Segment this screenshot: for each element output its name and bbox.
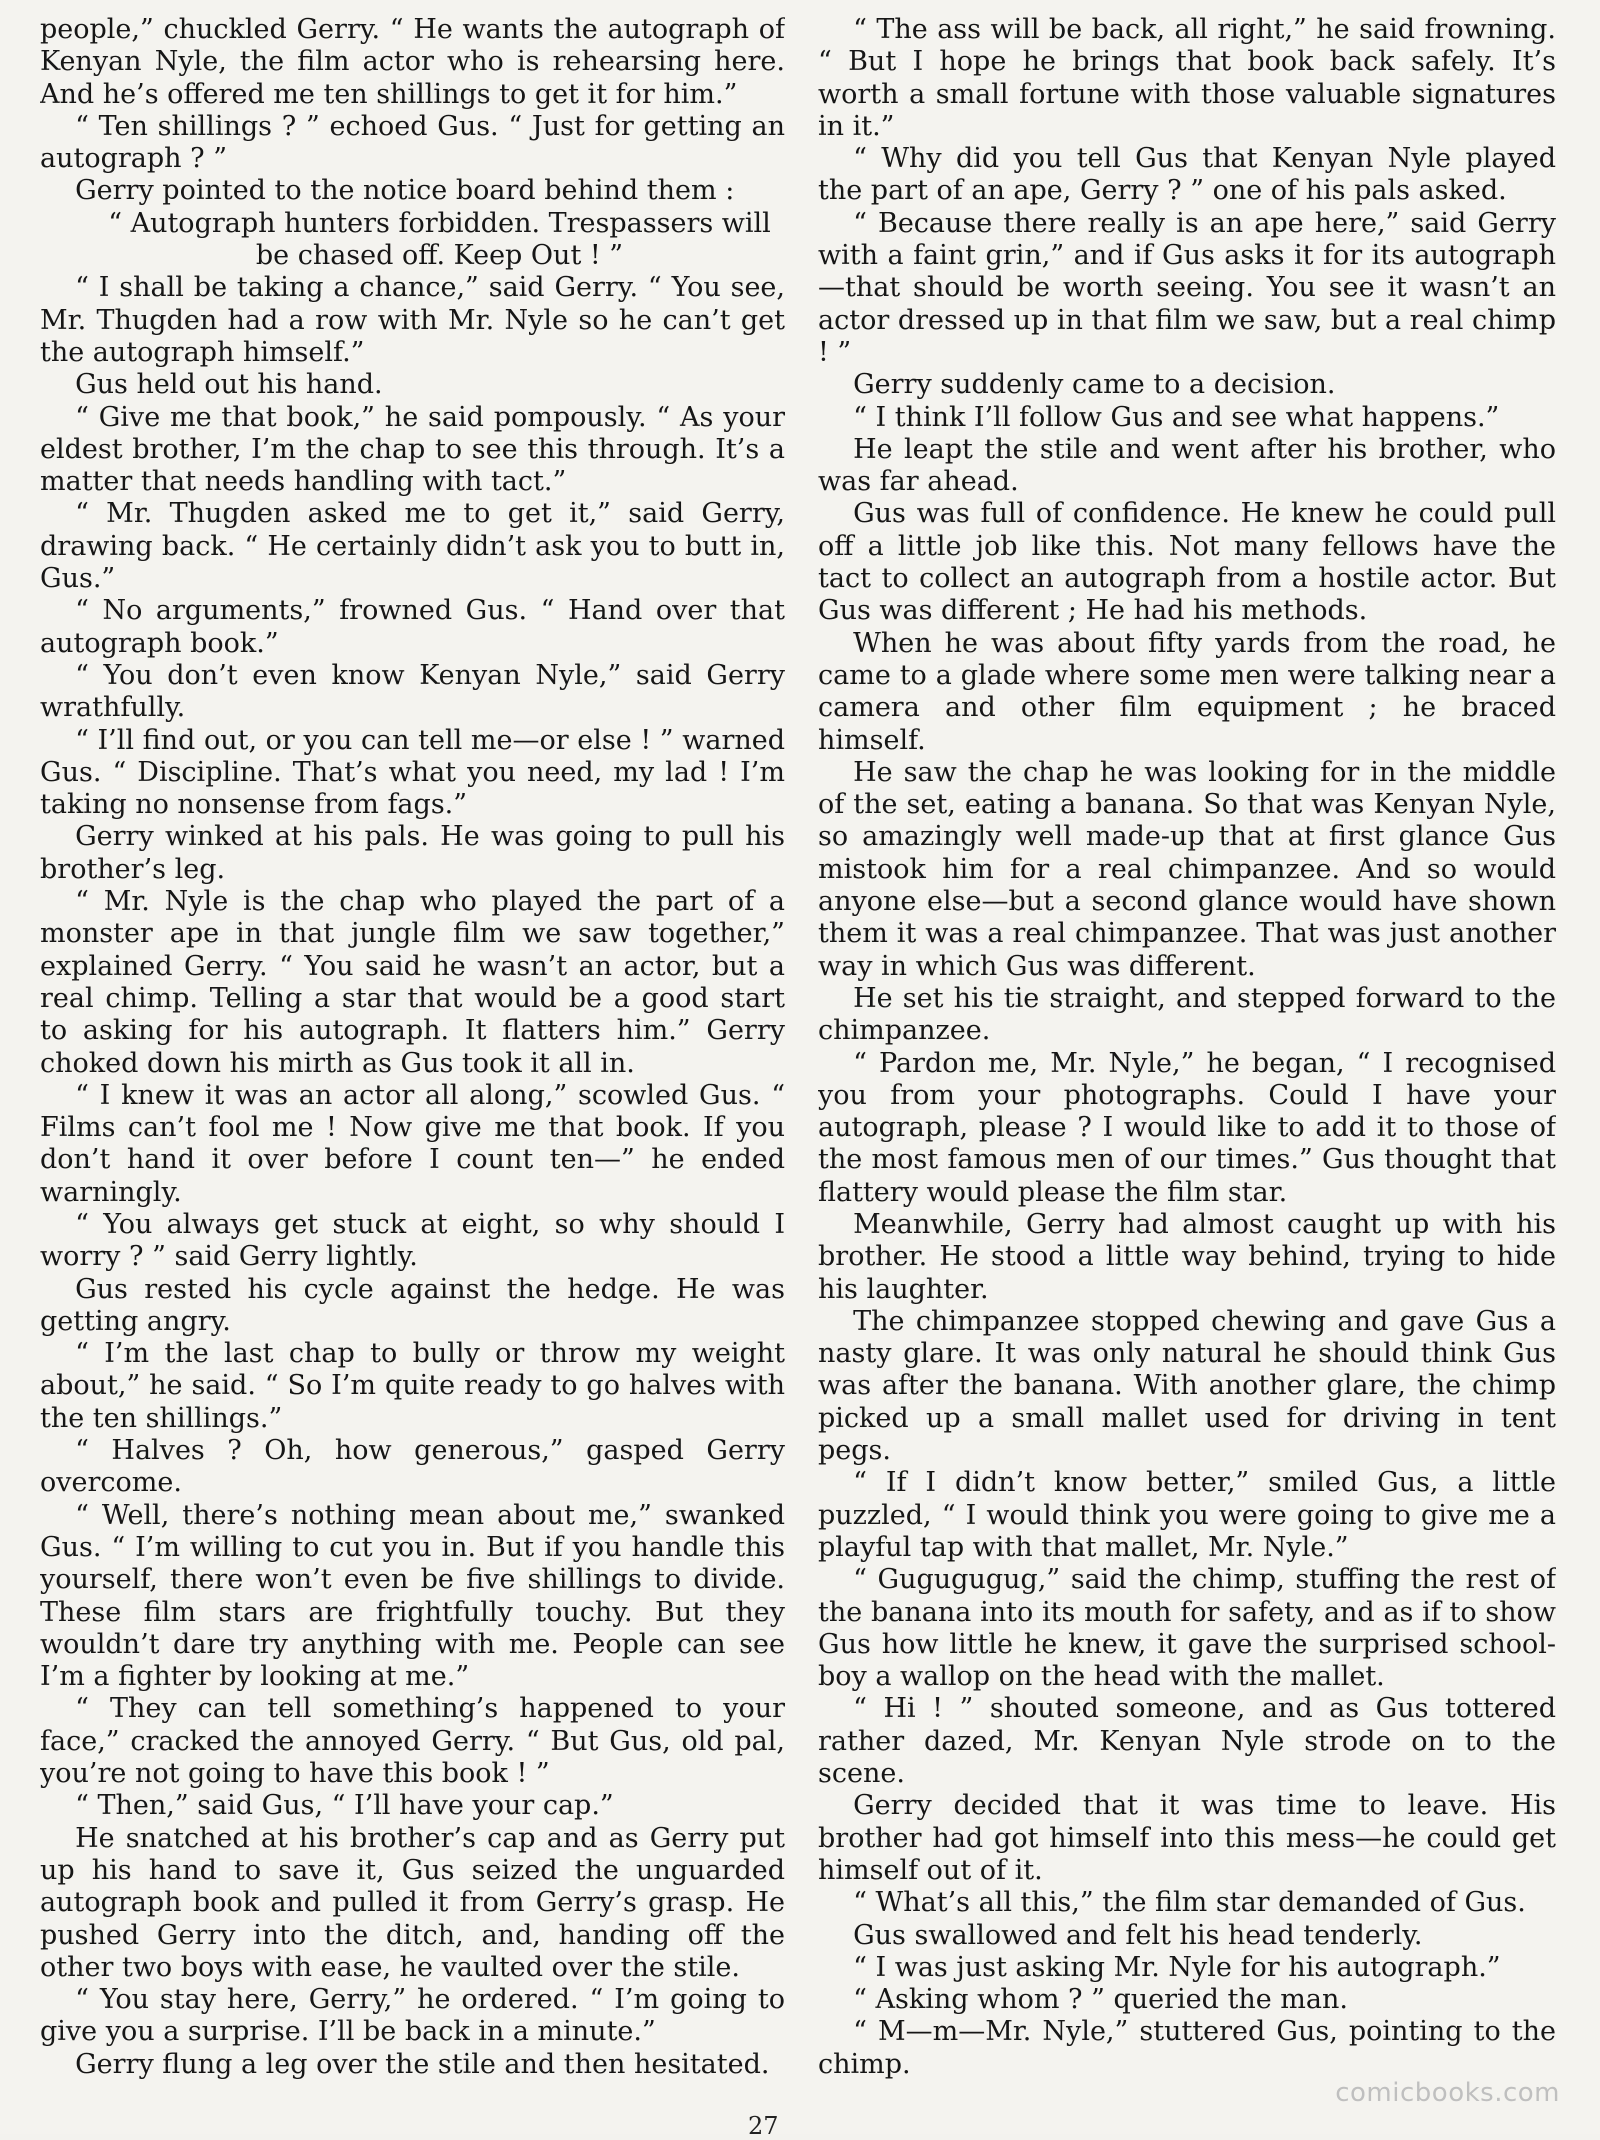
paragraph: Gerry winked at his pals. He was going to pull his brother’s leg. xyxy=(40,821,785,885)
page-number: 27 xyxy=(748,2112,779,2140)
paragraph: “ You stay here, Gerry,” he ordered. “ I’m going to give you a surprise. I’ll be back in a minute.” xyxy=(40,1984,785,2048)
paragraph: “ If I didn’t know better,” smiled Gus, a little puzzled, “ I would think you were going to give me a playful tap with that mallet, Mr. Nyle.” xyxy=(818,1467,1556,1563)
paragraph: “ Hi ! ” shouted someone, and as Gus tottered rather dazed, Mr. Kenyan Nyle strode on to the scene. xyxy=(818,1693,1556,1790)
paragraph: Gerry decided that it was time to leave. His brother had got himself into this mess—he could get himself out of it. xyxy=(818,1790,1556,1886)
text-column-right xyxy=(818,14,1556,2094)
paragraph: “ Asking whom ? ” queried the man. xyxy=(853,1984,1348,2016)
paragraph: “ I think I’ll follow Gus and see what happens.” xyxy=(853,401,1500,433)
paragraph: “ Pardon me, Mr. Nyle,” he began, “ I recognised you from your photographs. Could I have your autograph, please ? I would like to add it to those of the most famous men of our times.” Gus thought that flattery would please the film star. xyxy=(818,1047,1556,1208)
paragraph: “ I shall be taking a chance,” said Gerry. “ You see, Mr. Thugden had a row with Mr. Nyle so he can’t get the autograph himself.” xyxy=(40,272,785,368)
paragraph: “ You don’t even know Kenyan Nyle,” said Gerry wrathfully. xyxy=(40,659,785,724)
paragraph: He saw the chap he was looking for in the middle of the set, eating a banana. So that was Kenyan Nyle, so amazingly well made-up that at first glance Gus mistook him for a real chimpanzee. And so would anyone else—but a second glance would have shown them it was a real chimpanzee. That was just another way in which Gus was different. xyxy=(818,756,1556,982)
paragraph: Gus was full of confidence. He knew he could pull off a little job like this. Not many fellows have the tact to collect an autograph from a hostile actor. But Gus was different ; He had his methods. xyxy=(818,498,1556,627)
paragraph: “ I was just asking Mr. Nyle for his autograph.” xyxy=(853,1951,1501,1983)
paragraph: “ Why did you tell Gus that Kenyan Nyle played the part of an ape, Gerry ? ” one of his pals asked. xyxy=(818,143,1556,207)
paragraph: “ Gugugugug,” said the chimp, stuffing the rest of the banana into its mouth for safety, and as if to show Gus how little he knew, it gave the surprised school-boy a wallop on the head with the mallet. xyxy=(818,1564,1556,1693)
paragraph: “ They can tell something’s happened to your face,” cracked the annoyed Gerry. “ But Gus, old pal, you’re not going to have this book ! ” xyxy=(40,1693,785,1790)
paragraph: Gus swallowed and felt his head tenderly. xyxy=(853,1919,1423,1951)
paragraph: Gerry pointed to the notice board behind them : xyxy=(75,175,735,207)
paragraph: people,” chuckled Gerry. “ He wants the autograph of Kenyan Nyle, the film actor who is rehearsing here. And he’s offered me ten shillings to get it for him.” xyxy=(40,14,785,110)
paragraph: “ I’m the last chap to bully or throw my weight about,” he said. “ So I’m quite ready to go halves with the ten shillings.” xyxy=(40,1338,785,1434)
paragraph: Meanwhile, Gerry had almost caught up with his brother. He stood a little way behind, trying to hide his laughter. xyxy=(818,1208,1556,1305)
paragraph: Gerry suddenly came to a decision. xyxy=(853,369,1336,401)
paragraph: “ You always get stuck at eight, so why should I worry ? ” said Gerry lightly. xyxy=(40,1208,785,1273)
paragraph: “ Halves ? Oh, how generous,” gasped Gerry overcome. xyxy=(40,1435,785,1499)
paragraph: “ Mr. Nyle is the chap who played the part of a monster ape in that jungle film we saw together,” explained Gerry. “ You said he wasn’t an actor, but a real chimp. Telling a star that would be a good start to asking for his autograph. It flatters him.” Gerry choked down his mirth as Gus took it all in. xyxy=(40,886,785,1079)
paragraph: When he was about fifty yards from the road, he came to a glade where some men were talking near a camera and other film equipment ; he braced himself. xyxy=(818,627,1556,756)
watermark-text: comicbooks.com xyxy=(1335,2078,1560,2108)
paragraph: Gus held out his hand. xyxy=(75,369,383,401)
paragraph: Gerry flung a leg over the stile and then hesitated. xyxy=(75,2048,770,2080)
paragraph: “ M—m—Mr. Nyle,” stuttered Gus, pointing to the chimp. xyxy=(818,2016,1556,2080)
paragraph: Gus rested his cycle against the hedge. He was getting angry. xyxy=(40,1273,785,1337)
paragraph: “ I knew it was an actor all along,” scowled Gus. “ Films can’t fool me ! Now give me that book. If you don’t hand it over before I count ten—” he ended warningly. xyxy=(40,1079,785,1208)
paragraph: “ Then,” said Gus, “ I’ll have your cap.” xyxy=(75,1790,614,1822)
paragraph: The chimpanzee stopped chewing and gave Gus a nasty glare. It was only natural he should think Gus was after the banana. With another glare, the chimp picked up a small mallet used for driving in tent pegs. xyxy=(818,1305,1556,1467)
paragraph: “ Ten shillings ? ” echoed Gus. “ Just for getting an autograph ? ” xyxy=(40,110,785,175)
text-column-left xyxy=(40,14,785,2094)
paragraph: He set his tie straight, and stepped forward to the chimpanzee. xyxy=(818,982,1556,1047)
paragraph: “ Well, there’s nothing mean about me,” swanked Gus. “ I’m willing to cut you in. But if you handle this yourself, there won’t even be five shillings to divide. These film stars are frightfully touchy. But they wouldn’t dare try anything with me. People can see I’m a fighter by looking at me.” xyxy=(40,1499,785,1693)
paragraph: He leapt the stile and went after his brother, who was far ahead. xyxy=(818,433,1556,498)
paragraph: “ Give me that book,” he said pompously. “ As your eldest brother, I’m the chap to see this through. It’s a matter that needs handling with tact.” xyxy=(40,401,785,498)
notice-quote: “ Autograph hunters forbidden. Trespassers will be chased off. Keep Out ! ” xyxy=(108,207,771,272)
paragraph: He snatched at his brother’s cap and as Gerry put up his hand to save it, Gus seized the unguarded autograph book and pulled it from Gerry’s grasp. He pushed Gerry into the ditch, and, handing off the other two boys with ease, he vaulted over the stile. xyxy=(40,1822,785,1983)
paragraph: “ No arguments,” frowned Gus. “ Hand over that autograph book.” xyxy=(40,595,785,659)
paragraph: “ Because there really is an ape here,” said Gerry with a faint grin,” and if Gus asks it for its autograph—that should be worth seeing. You see it wasn’t an actor dressed up in that film we saw, but a real chimp ! ” xyxy=(818,207,1556,368)
paragraph: “ What’s all this,” the film star demanded of Gus. xyxy=(853,1887,1526,1919)
paragraph: “ Mr. Thugden asked me to get it,” said Gerry, drawing back. “ He certainly didn’t ask you to butt in, Gus.” xyxy=(40,498,785,595)
paragraph: “ I’ll find out, or you can tell me—or else ! ” warned Gus. “ Discipline. That’s what you need, my lad ! I’m taking no nonsense from fags.” xyxy=(40,724,785,821)
paragraph: “ The ass will be back, all right,” he said frowning. “ But I hope he brings that book back safely. It’s worth a small fortune with those valuable signatures in it.” xyxy=(818,14,1556,142)
